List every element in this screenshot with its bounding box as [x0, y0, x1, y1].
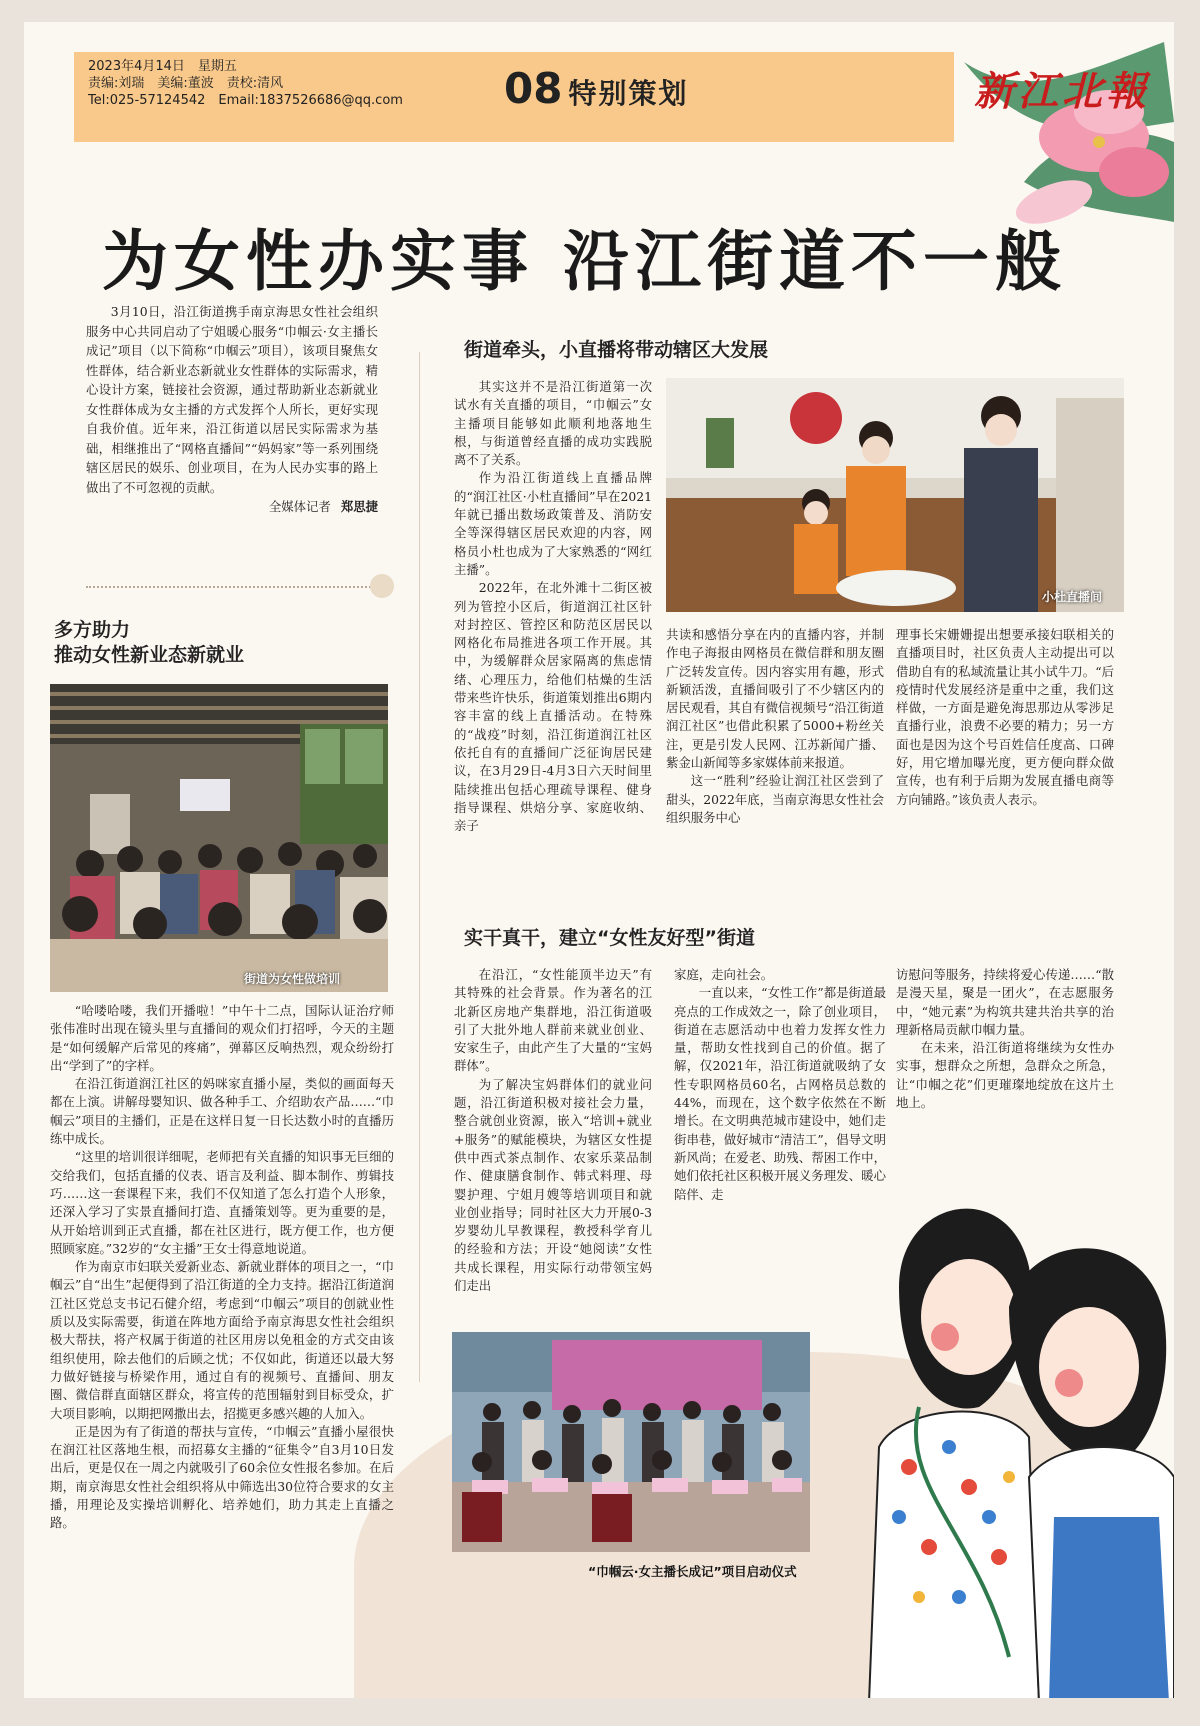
- paragraph: 2022年，在北外滩十二街区被列为管控小区后，街道润江社区针对封控区、管控区和防范区居民以网格化布局推进各项工作开展。其中，为缓解群众居家隔离的焦虑情绪、心理压力，给他们枯燥的生活带来些许快乐，街道策划推出6期内容丰富的线上直播活动。在特殊的“战疫”时刻，沿江街道润江社区依托自有的直播间广泛征询居民建议，在3月29日-4月3日六天时间里陆续推出包括心理疏导课程、健身指导课程、烘焙分享、家庭收纳、亲子: [454, 580, 652, 834]
- editor-credits: 责编:刘瑞 美编:董波 责校:清风: [88, 76, 284, 91]
- page-number: [504, 64, 688, 113]
- launch-ceremony-caption: “巾帼云·女主播长成记”项目启动仪式: [588, 1564, 797, 1579]
- section-name: 特别策划: [568, 77, 689, 110]
- girls-illustration: [859, 1157, 1174, 1698]
- paragraph: 理事长宋姗姗提出想要承接妇联相关的直播项目时，社区负责人主动提出可以借助自有的私域流量让其小试牛刀。“后疫情时代发展经济是重中之重，我们这样做，一方面是避免海思那边从零涉足直播行业，浪费不必要的精力；另一方面也是因为这个号百姓信任度高、口碑好，用它增加曝光度，更方便向群众做宣传，也有利于后期为发展直播电商等方向铺路。”该负责人表示。: [896, 627, 1114, 807]
- section2-col-b: [666, 626, 884, 898]
- paragraph: 其实这并不是沿江街道第一次试水有关直播的项目，“巾帼云”女主播项目能够如此顺利地落地生根，与街道曾经直播的成功实践脱离不了关系。: [454, 379, 652, 468]
- paragraph: 为了解决宝妈群体们的就业问题，沿江街道积极对接社会力量，整合就创业资源，嵌入“培训+就业+服务”的赋能模块，为辖区女性提供中西式茶点制作、农家乐菜品制作、健康膳食制作、韩式料理、母婴护理、宁姐月嫂等培训项目和就业创业指导；同时社区大力开展0-3岁婴幼儿早教课程，教授科学育儿的经验和方法；开设“她阅读”女性共成长课程，用实际行动带领宝妈们走出: [454, 1076, 652, 1294]
- livestream-photo: [666, 378, 1124, 612]
- paragraph: 在沿江街道润江社区的妈咪家直播小屋，类似的画面每天都在上演。讲解母婴知识、做各种手工、介绍助农产品……“巾帼云”项目的主播们，正是在这样日复一日长达数小时的直播历练中成长。: [50, 1076, 394, 1147]
- intro-divider: [86, 586, 382, 588]
- paragraph: 正是因为有了街道的帮扶与宣传，“巾帼云”直播小屋很快在润江社区落地生根，而招募女主播的“征集令”自3月10日发出后，更是仅在一周之内就吸引了60余位女性报名参加。在后期，南京海思女性社会组织将从中筛选出30位符合要求的女主播，用理论及实操培训孵化、培养她们，助力其走上直播之路。: [50, 1423, 394, 1531]
- byline-name: 郑思捷: [340, 499, 378, 514]
- section2-col-c: [896, 626, 1114, 898]
- section3-col-b: [674, 966, 886, 1316]
- byline-label: 全媒体记者: [268, 499, 331, 514]
- paragraph: 在沿江，“女性能顶半边天”有其特殊的社会背景。作为著名的江北新区房地产集群地，沿江街道吸引了大批外地人群前来就业创业、安家生子，由此产生了大量的“宝妈群体”。: [454, 967, 652, 1074]
- training-photo: [50, 684, 388, 992]
- masthead-logo: 新江北報: [974, 68, 1150, 115]
- paragraph: 共读和感悟分享在内的直播内容，并制作电子海报由网格员在微信群和朋友圈广泛转发宣传。因内容实用有趣，形式新颖活泼，直播间吸引了不少辖区内的居民观看，其自有微信视频号“沿江街道润江社区”也借此积累了5000+粉丝关注，更是引发人民网、江苏新闻广播、紫金山新闻等多家媒体前来报道。: [666, 627, 884, 771]
- section1-title-line1: 多方助力: [54, 619, 131, 641]
- section3-title: 实干真干，建立“女性友好型”街道: [464, 927, 755, 949]
- paragraph: 作为沿江街道线上直播品牌的“润江社区·小杜直播间”早在2021年就已播出数场政策普及、消防安全等深得辖区居民欢迎的内容，网格员小杜也成为了大家熟悉的“网红主播”。: [454, 470, 652, 577]
- paragraph: 访慰问等服务，持续将爱心传递……“散是漫天星，聚是一团火”，在志愿服务中，“她元素”为构筑共建共治共享的治理新格局贡献巾帼力量。: [896, 967, 1114, 1037]
- livestream-photo-caption: 小杜直播间: [1042, 590, 1103, 604]
- section1-title-line2: 推动女性新业态新就业: [54, 644, 245, 666]
- paragraph: 在未来，沿江街道将继续为女性办实事，想群众之所想，急群众之所急，让“巾帼之花”们更璀璨地绽放在这片土地上。: [896, 1040, 1114, 1111]
- contact-info: Tel:025-57124542 Email:1837526686@qq.com: [88, 93, 403, 108]
- page-number-value: 08: [504, 64, 563, 113]
- newspaper-page: [24, 22, 1174, 1698]
- section3-col-c: [896, 966, 1114, 1166]
- section3-col-a: [454, 966, 652, 1316]
- divider-dot: [370, 574, 394, 598]
- page-headline: 为女性办实事 沿江街道不一般: [102, 223, 1067, 300]
- paragraph: “哈喽哈喽，我们开播啦！”中午十二点，国际认证治疗师张伟准时出现在镜头里与直播间的观众们打招呼，今天的主题是“如何缓解产后常见的疼痛”，弹幕区反响热烈，观众纷纷打出“学到了”的字样。: [50, 1003, 394, 1073]
- paragraph: “这里的培训很详细呢，老师把有关直播的知识事无巨细的交给我们，包括直播的仪表、语言及利益、脚本制作、剪辑技巧……这一套课程下来，我们不仅知道了怎么打造个人形象，还深入学习了实景直播间打造、直播策划等。更为重要的是，从开始培训到正式直播，都在社区进行，既方便工作，也方便照顾家庭。”32岁的“女主播”王女士得意地说道。: [50, 1149, 394, 1256]
- byline: [86, 497, 378, 517]
- issue-date: 2023年4月14日 星期五: [88, 59, 237, 74]
- header-meta: [88, 58, 403, 109]
- training-photo-caption: 街道为女性做培训: [244, 972, 341, 986]
- launch-ceremony-photo: [452, 1332, 810, 1552]
- paragraph: 一直以来，“女性工作”都是街道最亮点的工作成效之一，除了创业项目，街道在志愿活动中也着力发挥女性力量，帮助女性找到自己的价值。据了解，仅2021年，沿江街道就吸纳了女性专职网格员60名，占网格员总数的44%，而现在，这个数字依然在不断增长。在文明典范城市建设中，她们走街串巷，做好城市“清洁工”，倡导文明新风尚；在爱老、助残、帮困工作中，她们依托社区积极开展义务理发、暖心陪伴、走: [674, 985, 886, 1202]
- section1-title: [54, 618, 244, 668]
- column-rule: [419, 352, 420, 1382]
- paragraph: 这一“胜利”经验让润江社区尝到了甜头，2022年底，当南京海思女性社会组织服务中心: [666, 773, 884, 825]
- paragraph: 家庭，走向社会。: [674, 967, 774, 982]
- section2-col-a: [454, 378, 652, 898]
- intro-block: [86, 302, 378, 562]
- section1-body: [50, 1002, 394, 1642]
- intro-text: 3月10日，沿江街道携手南京海思女性社会组织服务中心共同启动了宁姐暖心服务“巾帼云·女主播长成记”项目（以下简称“巾帼云”项目），该项目聚焦女性群体，结合新业态新就业女性群体的实际需求，精心设计方案，链接社会资源，通过帮助新业态新就业女性群体成为女主播的方式发挥个人所长，更好实现自我价值。近年来，沿江街道以居民实际需求为基础，相继推出了“网格直播间”“妈妈家”等一系列围绕辖区居民的娱乐、创业项目，在为人民办实事的路上做出了不可忽视的贡献。: [86, 304, 378, 495]
- paragraph: 作为南京市妇联关爱新业态、新就业群体的项目之一，“巾帼云”自“出生”起便得到了沿江街道的全力支持。据沿江街道润江社区党总支书记石健介绍，考虑到“巾帼云”项目的创就业性质以及实际需要，街道在阵地方面给予南京海思女性社会组织极大帮扶，将产权属于街道的社区用房以免租金的方式交由该组织使用，除去他们的后顾之忧；不仅如此，街道还以最大努力做好链接与桥梁作用，通过自有的视频号、直播间、朋友圈、微信群直面辖区群众，将宣传的范围辐射到目标受众，扩大项目影响，以期把网撒出去，招揽更多感兴趣的人加入。: [50, 1259, 394, 1421]
- section2-title: 街道牵头，小直播将带动辖区大发展: [464, 339, 769, 361]
